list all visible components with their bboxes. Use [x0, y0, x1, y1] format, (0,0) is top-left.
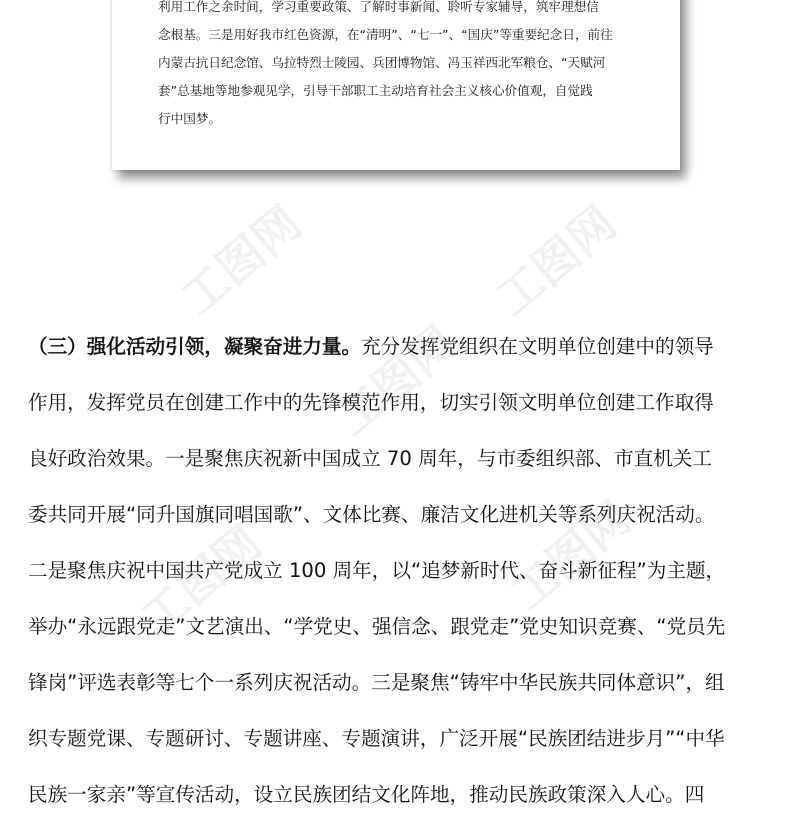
card-line: 套”总基地等地参观见学，引导干部职工主动培育社会主义核心价值观，自觉践 — [158, 83, 593, 98]
watermark: 工图网 — [170, 195, 312, 326]
watermark: 工图网 — [325, 315, 467, 446]
body-line: 举办“永远跟党走”文艺演出、“学党史、强信念、跟党走”党史知识竞赛、“党员先 — [28, 615, 726, 638]
body-paragraph — [28, 319, 778, 823]
body-line: 二是聚焦庆祝中国共产党成立 100 周年，以“追梦新时代、奋斗新征程”为主题， — [28, 559, 726, 582]
body-line-text: 充分发挥党组织在文明单位创建中的领导 — [361, 335, 714, 358]
card-line: 行中国梦。 — [158, 111, 221, 126]
watermark: 工图网 — [485, 195, 627, 326]
body-line: 作用，发挥党员在创建工作中的先锋模范作用，切实引领文明单位创建工作取得 — [28, 391, 714, 414]
quote-card — [112, 0, 680, 170]
section-heading: （三）强化活动引领，凝聚奋进力量。 — [28, 335, 362, 358]
body-line: 良好政治效果。一是聚焦庆祝新中国成立 70 周年，与市委组织部、市直机关工 — [28, 447, 712, 470]
body-line: 织专题党课、专题研讨、专题讲座、专题演讲，广泛开展“民族团结进步月”“中华 — [28, 727, 725, 750]
body-line: 锋岗”评选表彰等七个一系列庆祝活动。三是聚焦“铸牢中华民族共同体意识”，组 — [28, 671, 725, 694]
body-line — [28, 319, 778, 375]
watermark: 工图网 — [130, 515, 272, 646]
body-line: 民族一家亲”等宣传活动，设立民族团结文化阵地，推动民族政策深入人心。四 — [28, 783, 705, 806]
watermark: 工图网 — [500, 490, 642, 621]
card-line: 利用工作之余时间，学习重要政策、了解时事新闻、聆听专家辅导，筑牢理想信 — [158, 0, 599, 14]
body-line: 委共同开展“同升国旗同唱国歌”、文体比赛、廉洁文化进机关等系列庆祝活动。 — [28, 503, 715, 526]
quote-card-text — [158, 0, 668, 133]
card-line: 念根基。三是用好我市红色资源，在“清明”、“七一”、“国庆”等重要纪念日，前往 — [158, 27, 613, 42]
card-line: 内蒙古抗日纪念馆、乌拉特烈士陵园、兵团博物馆、冯玉祥西北军粮仓、“天赋河 — [158, 55, 606, 70]
